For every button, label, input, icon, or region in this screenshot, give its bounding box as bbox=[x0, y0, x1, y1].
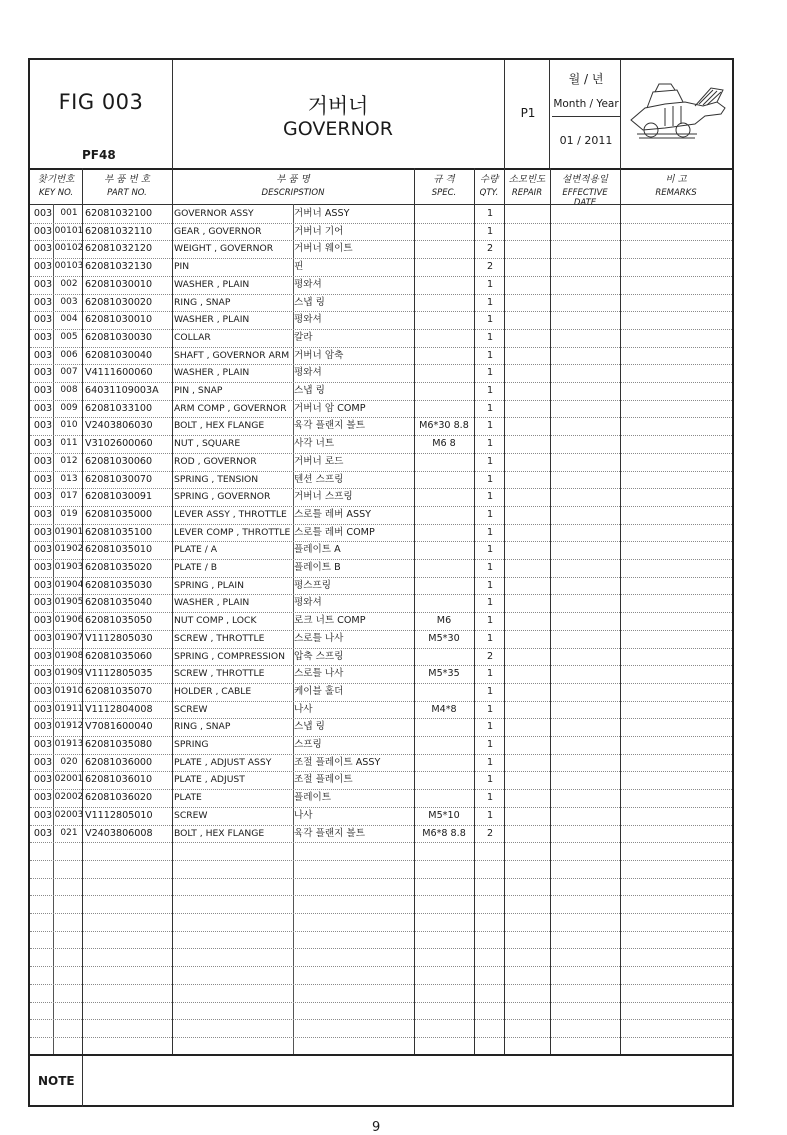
key-cell: 002 bbox=[60, 278, 78, 289]
korean-name-cell: 사각 너트 bbox=[294, 438, 335, 450]
table-row bbox=[30, 825, 732, 843]
key-cell: 004 bbox=[60, 314, 78, 325]
table-row bbox=[30, 400, 732, 418]
table-row bbox=[30, 771, 732, 789]
row-rule bbox=[30, 984, 732, 985]
korean-name-cell: 스냅 링 bbox=[294, 296, 325, 308]
col-header-qty: 수량 QTY. bbox=[479, 174, 499, 198]
part-number-cell: V1112805035 bbox=[85, 668, 153, 680]
key-cell: 02003 bbox=[54, 809, 84, 820]
table-row bbox=[30, 683, 732, 701]
qty-cell: 2 bbox=[486, 827, 494, 839]
key-cell: 01904 bbox=[54, 579, 84, 590]
korean-name-cell: 평와셔 bbox=[294, 597, 322, 609]
key-cell: 010 bbox=[60, 420, 78, 431]
description-cell: NUT , SQUARE bbox=[174, 438, 241, 450]
description-cell: WASHER , PLAIN bbox=[174, 314, 250, 326]
description-cell: WEIGHT , GOVERNOR bbox=[174, 243, 274, 255]
key-cell: 00102 bbox=[54, 243, 84, 254]
qty-cell: 1 bbox=[486, 615, 494, 627]
fig-cell: 003 bbox=[33, 615, 53, 627]
qty-cell: 1 bbox=[486, 225, 494, 237]
qty-cell: 1 bbox=[486, 314, 494, 326]
key-cell: 020 bbox=[60, 756, 78, 767]
description-cell: PLATE / B bbox=[174, 562, 218, 573]
table-row bbox=[30, 789, 732, 807]
sheet-header bbox=[30, 60, 732, 170]
table-row bbox=[30, 471, 732, 489]
qty-cell: 1 bbox=[486, 721, 494, 733]
part-number-cell: 62081036010 bbox=[85, 774, 153, 786]
korean-name-cell: 평스프링 bbox=[294, 579, 332, 591]
fig-cell: 003 bbox=[33, 296, 53, 308]
key-cell: 021 bbox=[60, 827, 78, 838]
qty-cell: 1 bbox=[486, 438, 494, 450]
qty-cell: 2 bbox=[486, 650, 494, 662]
qty-cell: 1 bbox=[486, 597, 494, 609]
fig-cell: 003 bbox=[33, 314, 53, 326]
spec-cell: M6*8 8.8 bbox=[422, 827, 466, 839]
fig-cell: 003 bbox=[33, 225, 53, 237]
note-label: NOTE bbox=[38, 1074, 75, 1088]
table-row bbox=[30, 223, 732, 241]
spec-cell: M5*30 bbox=[428, 632, 460, 644]
row-rule bbox=[30, 1002, 732, 1003]
row-rule bbox=[30, 860, 732, 861]
part-number-cell: 62081032120 bbox=[85, 243, 153, 255]
spec-cell: M6*30 8.8 bbox=[419, 420, 469, 432]
page-label: P1 bbox=[520, 106, 536, 120]
table-row bbox=[30, 311, 732, 329]
korean-name-cell: 조절 플레이트 ASSY bbox=[294, 756, 381, 768]
fig-cell: 003 bbox=[33, 385, 53, 396]
qty-cell: 1 bbox=[486, 278, 494, 290]
qty-cell: 1 bbox=[486, 402, 494, 414]
part-number-cell: 62081035060 bbox=[85, 650, 153, 662]
qty-cell: 1 bbox=[486, 809, 494, 821]
row-rule bbox=[30, 966, 732, 967]
col-header-repair: 소모빈도 REPAIR bbox=[508, 174, 546, 198]
fig-cell: 003 bbox=[33, 508, 53, 520]
description-cell: HOLDER , CABLE bbox=[174, 685, 252, 697]
table-row bbox=[30, 294, 732, 312]
key-cell: 02002 bbox=[54, 792, 84, 803]
header-divider bbox=[504, 60, 505, 168]
issue-date: 01 / 2011 bbox=[559, 134, 613, 147]
model-name: PF48 bbox=[82, 148, 116, 162]
key-cell: 001 bbox=[60, 208, 78, 218]
fig-cell: 003 bbox=[33, 562, 53, 573]
key-cell: 00103 bbox=[54, 261, 84, 272]
fig-cell: 003 bbox=[33, 774, 53, 786]
table-row bbox=[30, 701, 732, 719]
table-row bbox=[30, 630, 732, 648]
korean-name-cell: 거버너 기어 bbox=[294, 225, 344, 237]
part-number-cell: 62081036000 bbox=[85, 756, 153, 768]
korean-name-cell: 플레이트 B bbox=[294, 562, 341, 573]
row-rule bbox=[30, 842, 732, 843]
key-cell: 017 bbox=[60, 491, 78, 502]
part-number-cell: 62081035100 bbox=[85, 526, 153, 538]
qty-cell: 1 bbox=[486, 385, 494, 396]
key-cell: 006 bbox=[60, 349, 78, 360]
description-cell: BOLT , HEX FLANGE bbox=[174, 827, 265, 839]
key-cell: 01902 bbox=[54, 544, 84, 555]
key-cell: 01907 bbox=[54, 632, 84, 643]
korean-name-cell: 압축 스프링 bbox=[294, 650, 344, 662]
title-korean: 거버너 bbox=[307, 94, 369, 118]
fig-cell: 003 bbox=[33, 827, 53, 839]
table-row bbox=[30, 347, 732, 365]
row-rule bbox=[30, 1019, 732, 1020]
key-cell: 003 bbox=[60, 296, 78, 307]
key-cell: 019 bbox=[60, 508, 78, 519]
fig-cell: 003 bbox=[33, 650, 53, 662]
table-row bbox=[30, 665, 732, 683]
korean-name-cell: 로크 너트 COMP bbox=[294, 615, 366, 627]
part-number-cell: V1112805030 bbox=[85, 632, 153, 644]
table-row bbox=[30, 541, 732, 559]
description-cell: SCREW , THROTTLE bbox=[174, 632, 265, 644]
key-cell: 009 bbox=[60, 402, 78, 413]
description-cell: SCREW bbox=[174, 703, 208, 715]
part-number-cell: V7081600040 bbox=[85, 721, 153, 733]
description-cell: RING , SNAP bbox=[174, 721, 231, 733]
qty-cell: 1 bbox=[486, 579, 494, 591]
table-row bbox=[30, 524, 732, 542]
description-cell: PIN , SNAP bbox=[174, 385, 223, 396]
table-row bbox=[30, 453, 732, 471]
figure-number: FIG 003 bbox=[58, 90, 144, 114]
table-row bbox=[30, 506, 732, 524]
part-number-cell: 62081030040 bbox=[85, 349, 153, 361]
korean-name-cell: 조절 플레이트 bbox=[294, 774, 353, 786]
part-number-cell: 62081035030 bbox=[85, 579, 153, 591]
fig-cell: 003 bbox=[33, 420, 53, 432]
qty-cell: 1 bbox=[486, 739, 494, 750]
row-rule bbox=[30, 948, 732, 949]
qty-cell: 1 bbox=[486, 491, 494, 503]
qty-cell: 1 bbox=[486, 774, 494, 786]
key-cell: 013 bbox=[60, 473, 78, 484]
qty-cell: 1 bbox=[486, 685, 494, 697]
key-cell: 008 bbox=[60, 385, 78, 395]
fig-cell: 003 bbox=[33, 685, 53, 697]
qty-cell: 1 bbox=[486, 544, 494, 556]
description-cell: PIN bbox=[174, 261, 190, 273]
description-cell: PLATE , ADJUST bbox=[174, 774, 245, 786]
part-number-cell: 62081032100 bbox=[85, 208, 153, 219]
korean-name-cell: 스냅 링 bbox=[294, 385, 325, 396]
table-row bbox=[30, 382, 732, 400]
fig-cell: 003 bbox=[33, 756, 53, 768]
part-number-cell: V1112804008 bbox=[85, 703, 153, 715]
table-row bbox=[30, 736, 732, 754]
qty-cell: 1 bbox=[486, 367, 494, 379]
qty-cell: 1 bbox=[486, 508, 494, 520]
table-row bbox=[30, 240, 732, 258]
qty-cell: 1 bbox=[486, 756, 494, 768]
col-header-effective-date: 설변적용일 EFFECTIVE DATE bbox=[562, 174, 608, 208]
korean-name-cell: 텐션 스프링 bbox=[294, 473, 344, 485]
table-row bbox=[30, 364, 732, 382]
description-cell: SPRING , COMPRESSION bbox=[174, 650, 285, 662]
korean-name-cell: 육각 플랜지 볼트 bbox=[294, 827, 365, 839]
key-cell: 012 bbox=[60, 455, 78, 466]
qty-cell: 2 bbox=[486, 243, 494, 255]
key-cell: 007 bbox=[60, 367, 78, 378]
description-cell: NUT COMP , LOCK bbox=[174, 615, 257, 627]
fig-cell: 003 bbox=[33, 703, 53, 715]
korean-name-cell: 거버너 암 COMP bbox=[294, 402, 366, 414]
row-rule bbox=[30, 913, 732, 914]
month-year-english: Month / Year bbox=[553, 98, 619, 110]
part-number-cell: 62081030070 bbox=[85, 473, 153, 485]
korean-name-cell: 평와셔 bbox=[294, 367, 322, 379]
key-cell: 01908 bbox=[54, 650, 84, 661]
row-rule bbox=[30, 1037, 732, 1038]
table-row bbox=[30, 435, 732, 453]
spec-cell: M5*35 bbox=[428, 668, 460, 680]
fig-cell: 003 bbox=[33, 261, 53, 273]
qty-cell: 1 bbox=[486, 703, 494, 715]
description-cell: BOLT , HEX FLANGE bbox=[174, 420, 265, 432]
korean-name-cell: 육각 플랜지 볼트 bbox=[294, 420, 365, 432]
fig-cell: 003 bbox=[33, 278, 53, 290]
description-cell: COLLAR bbox=[174, 331, 211, 343]
part-number-cell: 64031109003A bbox=[85, 385, 159, 396]
part-number-cell: 62081030010 bbox=[85, 314, 153, 326]
fig-cell: 003 bbox=[33, 243, 53, 255]
description-cell: ARM COMP , GOVERNOR bbox=[174, 402, 287, 414]
fig-cell: 003 bbox=[33, 526, 53, 538]
part-number-cell: 62081030030 bbox=[85, 331, 153, 343]
qty-cell: 1 bbox=[486, 420, 494, 432]
table-row bbox=[30, 807, 732, 825]
qty-cell: 2 bbox=[486, 261, 494, 273]
description-cell: ROD , GOVERNOR bbox=[174, 455, 257, 467]
korean-name-cell: 핀 bbox=[294, 261, 304, 273]
korean-name-cell: 거버너 웨이트 bbox=[294, 243, 353, 255]
part-number-cell: 62081035020 bbox=[85, 562, 153, 573]
table-row bbox=[30, 559, 732, 577]
qty-cell: 1 bbox=[486, 455, 494, 467]
spec-cell: M4*8 bbox=[431, 703, 457, 715]
korean-name-cell: 평와셔 bbox=[294, 314, 322, 326]
qty-cell: 1 bbox=[486, 526, 494, 538]
fig-cell: 003 bbox=[33, 544, 53, 556]
key-cell: 00101 bbox=[54, 225, 84, 236]
key-cell: 01913 bbox=[54, 739, 84, 749]
col-header-spec: 규 격 SPEC. bbox=[431, 174, 457, 198]
description-cell: PLATE bbox=[174, 792, 202, 804]
fig-cell: 003 bbox=[33, 668, 53, 680]
qty-cell: 1 bbox=[486, 668, 494, 680]
part-number-cell: 62081035050 bbox=[85, 615, 153, 627]
part-number-cell: 62081032110 bbox=[85, 225, 153, 237]
description-cell: SCREW , THROTTLE bbox=[174, 668, 265, 680]
col-header-key: 찾기번호 KEY NO. bbox=[37, 174, 75, 198]
part-number-cell: 62081035040 bbox=[85, 597, 153, 609]
part-number-cell: V3102600060 bbox=[85, 438, 153, 450]
part-number-cell: 62081035010 bbox=[85, 544, 153, 556]
row-rule bbox=[30, 931, 732, 932]
fig-cell: 003 bbox=[33, 579, 53, 591]
korean-name-cell: 케이블 홀더 bbox=[294, 685, 344, 697]
description-cell: PLATE , ADJUST ASSY bbox=[174, 756, 272, 768]
korean-name-cell: 스로틀 레버 ASSY bbox=[294, 508, 372, 520]
description-cell: GOVERNOR ASSY bbox=[174, 208, 254, 219]
korean-name-cell: 플레이트 bbox=[294, 792, 332, 804]
fig-cell: 003 bbox=[33, 792, 53, 804]
description-cell: LEVER ASSY , THROTTLE bbox=[174, 508, 287, 520]
fig-cell: 003 bbox=[33, 331, 53, 343]
korean-name-cell: 스프링 bbox=[294, 739, 322, 750]
part-number-cell: 62081035000 bbox=[85, 508, 153, 520]
spec-cell: M6 bbox=[436, 615, 452, 627]
qty-cell: 1 bbox=[486, 208, 494, 219]
part-number-cell: 62081030060 bbox=[85, 455, 153, 467]
key-cell: 01909 bbox=[54, 668, 84, 679]
table-row bbox=[30, 276, 732, 294]
combine-harvester-icon bbox=[625, 78, 729, 148]
description-cell: SPRING , PLAIN bbox=[174, 579, 244, 591]
qty-cell: 1 bbox=[486, 562, 494, 573]
fig-cell: 003 bbox=[33, 491, 53, 503]
fig-cell: 003 bbox=[33, 739, 53, 750]
korean-name-cell: 거버너 스프링 bbox=[294, 491, 353, 503]
table-row bbox=[30, 754, 732, 772]
description-cell: SPRING , TENSION bbox=[174, 473, 259, 485]
note-box bbox=[30, 1054, 732, 1107]
page-number: 9 bbox=[372, 1120, 381, 1135]
table-row bbox=[30, 488, 732, 506]
table-row bbox=[30, 258, 732, 276]
part-number-cell: 62081033100 bbox=[85, 402, 153, 414]
korean-name-cell: 거버너 로드 bbox=[294, 455, 344, 467]
part-number-cell: 62081035070 bbox=[85, 685, 153, 697]
korean-name-cell: 평와셔 bbox=[294, 278, 322, 290]
qty-cell: 1 bbox=[486, 296, 494, 308]
fig-cell: 003 bbox=[33, 455, 53, 467]
description-cell: WASHER , PLAIN bbox=[174, 597, 250, 609]
key-cell: 01903 bbox=[54, 562, 84, 572]
description-cell: SPRING bbox=[174, 739, 209, 750]
table-row bbox=[30, 329, 732, 347]
key-cell: 011 bbox=[60, 438, 78, 449]
part-number-cell: V4111600060 bbox=[85, 367, 153, 379]
key-cell: 01911 bbox=[54, 703, 84, 714]
part-number-cell: V2403806030 bbox=[85, 420, 153, 432]
col-header-remarks: 비 고 REMARKS bbox=[655, 174, 697, 198]
part-number-cell: V2403806008 bbox=[85, 827, 153, 839]
korean-name-cell: 플레이트 A bbox=[294, 544, 341, 556]
spec-cell: M5*10 bbox=[428, 809, 460, 821]
description-cell: WASHER , PLAIN bbox=[174, 367, 250, 379]
korean-name-cell: 스로틀 나사 bbox=[294, 668, 344, 680]
header-divider bbox=[552, 116, 620, 117]
parts-catalog-sheet bbox=[28, 58, 734, 1107]
fig-cell: 003 bbox=[33, 438, 53, 450]
fig-cell: 003 bbox=[33, 402, 53, 414]
part-number-cell: 62081030091 bbox=[85, 491, 153, 503]
part-number-cell: V1112805010 bbox=[85, 809, 153, 821]
row-rule bbox=[30, 895, 732, 896]
description-cell: SHAFT , GOVERNOR ARM bbox=[174, 349, 290, 361]
fig-cell: 003 bbox=[33, 367, 53, 379]
description-cell: PLATE / A bbox=[174, 544, 218, 556]
description-cell: WASHER , PLAIN bbox=[174, 278, 250, 290]
key-cell: 01906 bbox=[54, 615, 84, 626]
qty-cell: 1 bbox=[486, 792, 494, 804]
korean-name-cell: 나사 bbox=[294, 703, 313, 715]
key-cell: 01912 bbox=[54, 721, 84, 732]
key-cell: 01901 bbox=[54, 526, 84, 537]
part-number-cell: 62081030020 bbox=[85, 296, 153, 308]
korean-name-cell: 스냅 링 bbox=[294, 721, 325, 733]
key-cell: 005 bbox=[60, 331, 78, 342]
col-header-description: 부 품 명 DESCRIPSTION bbox=[261, 174, 325, 198]
korean-name-cell: 스로틀 레버 COMP bbox=[294, 526, 375, 538]
description-cell: RING , SNAP bbox=[174, 296, 231, 308]
korean-name-cell: 거버너 ASSY bbox=[294, 208, 350, 219]
part-number-cell: 62081035080 bbox=[85, 739, 153, 750]
row-rule bbox=[30, 878, 732, 879]
qty-cell: 1 bbox=[486, 331, 494, 343]
key-cell: 02001 bbox=[54, 774, 84, 785]
korean-name-cell: 거버너 암축 bbox=[294, 349, 344, 361]
part-number-cell: 62081032130 bbox=[85, 261, 153, 273]
table-row bbox=[30, 612, 732, 630]
fig-cell: 003 bbox=[33, 597, 53, 609]
table-row bbox=[30, 205, 732, 223]
key-cell: 01905 bbox=[54, 597, 84, 608]
fig-cell: 003 bbox=[33, 208, 53, 219]
spec-cell: M6 8 bbox=[432, 438, 456, 450]
description-cell: SPRING , GOVERNOR bbox=[174, 491, 271, 503]
note-divider bbox=[82, 1056, 83, 1107]
description-cell: LEVER COMP , THROTTLE bbox=[174, 526, 291, 538]
korean-name-cell: 칼라 bbox=[294, 331, 313, 343]
fig-cell: 003 bbox=[33, 809, 53, 821]
description-cell: SCREW bbox=[174, 809, 208, 821]
description-cell: GEAR , GOVERNOR bbox=[174, 225, 262, 237]
table-row bbox=[30, 648, 732, 666]
korean-name-cell: 나사 bbox=[294, 809, 313, 821]
month-year-korean: 월 / 년 bbox=[568, 72, 604, 86]
qty-cell: 1 bbox=[486, 473, 494, 485]
header-divider bbox=[549, 60, 550, 168]
part-number-cell: 62081036020 bbox=[85, 792, 153, 804]
fig-cell: 003 bbox=[33, 632, 53, 644]
fig-cell: 003 bbox=[33, 349, 53, 361]
table-row bbox=[30, 417, 732, 435]
table-row bbox=[30, 577, 732, 595]
header-divider bbox=[620, 60, 621, 168]
col-header-part: 부 품 번 호 PART NO. bbox=[104, 174, 150, 198]
title-english: GOVERNOR bbox=[283, 118, 393, 140]
table-row bbox=[30, 718, 732, 736]
fig-cell: 003 bbox=[33, 473, 53, 485]
qty-cell: 1 bbox=[486, 632, 494, 644]
qty-cell: 1 bbox=[486, 349, 494, 361]
table-row bbox=[30, 594, 732, 612]
key-cell: 01910 bbox=[54, 685, 84, 696]
part-number-cell: 62081030010 bbox=[85, 278, 153, 290]
fig-cell: 003 bbox=[33, 721, 53, 733]
korean-name-cell: 스로틀 나사 bbox=[294, 632, 344, 644]
